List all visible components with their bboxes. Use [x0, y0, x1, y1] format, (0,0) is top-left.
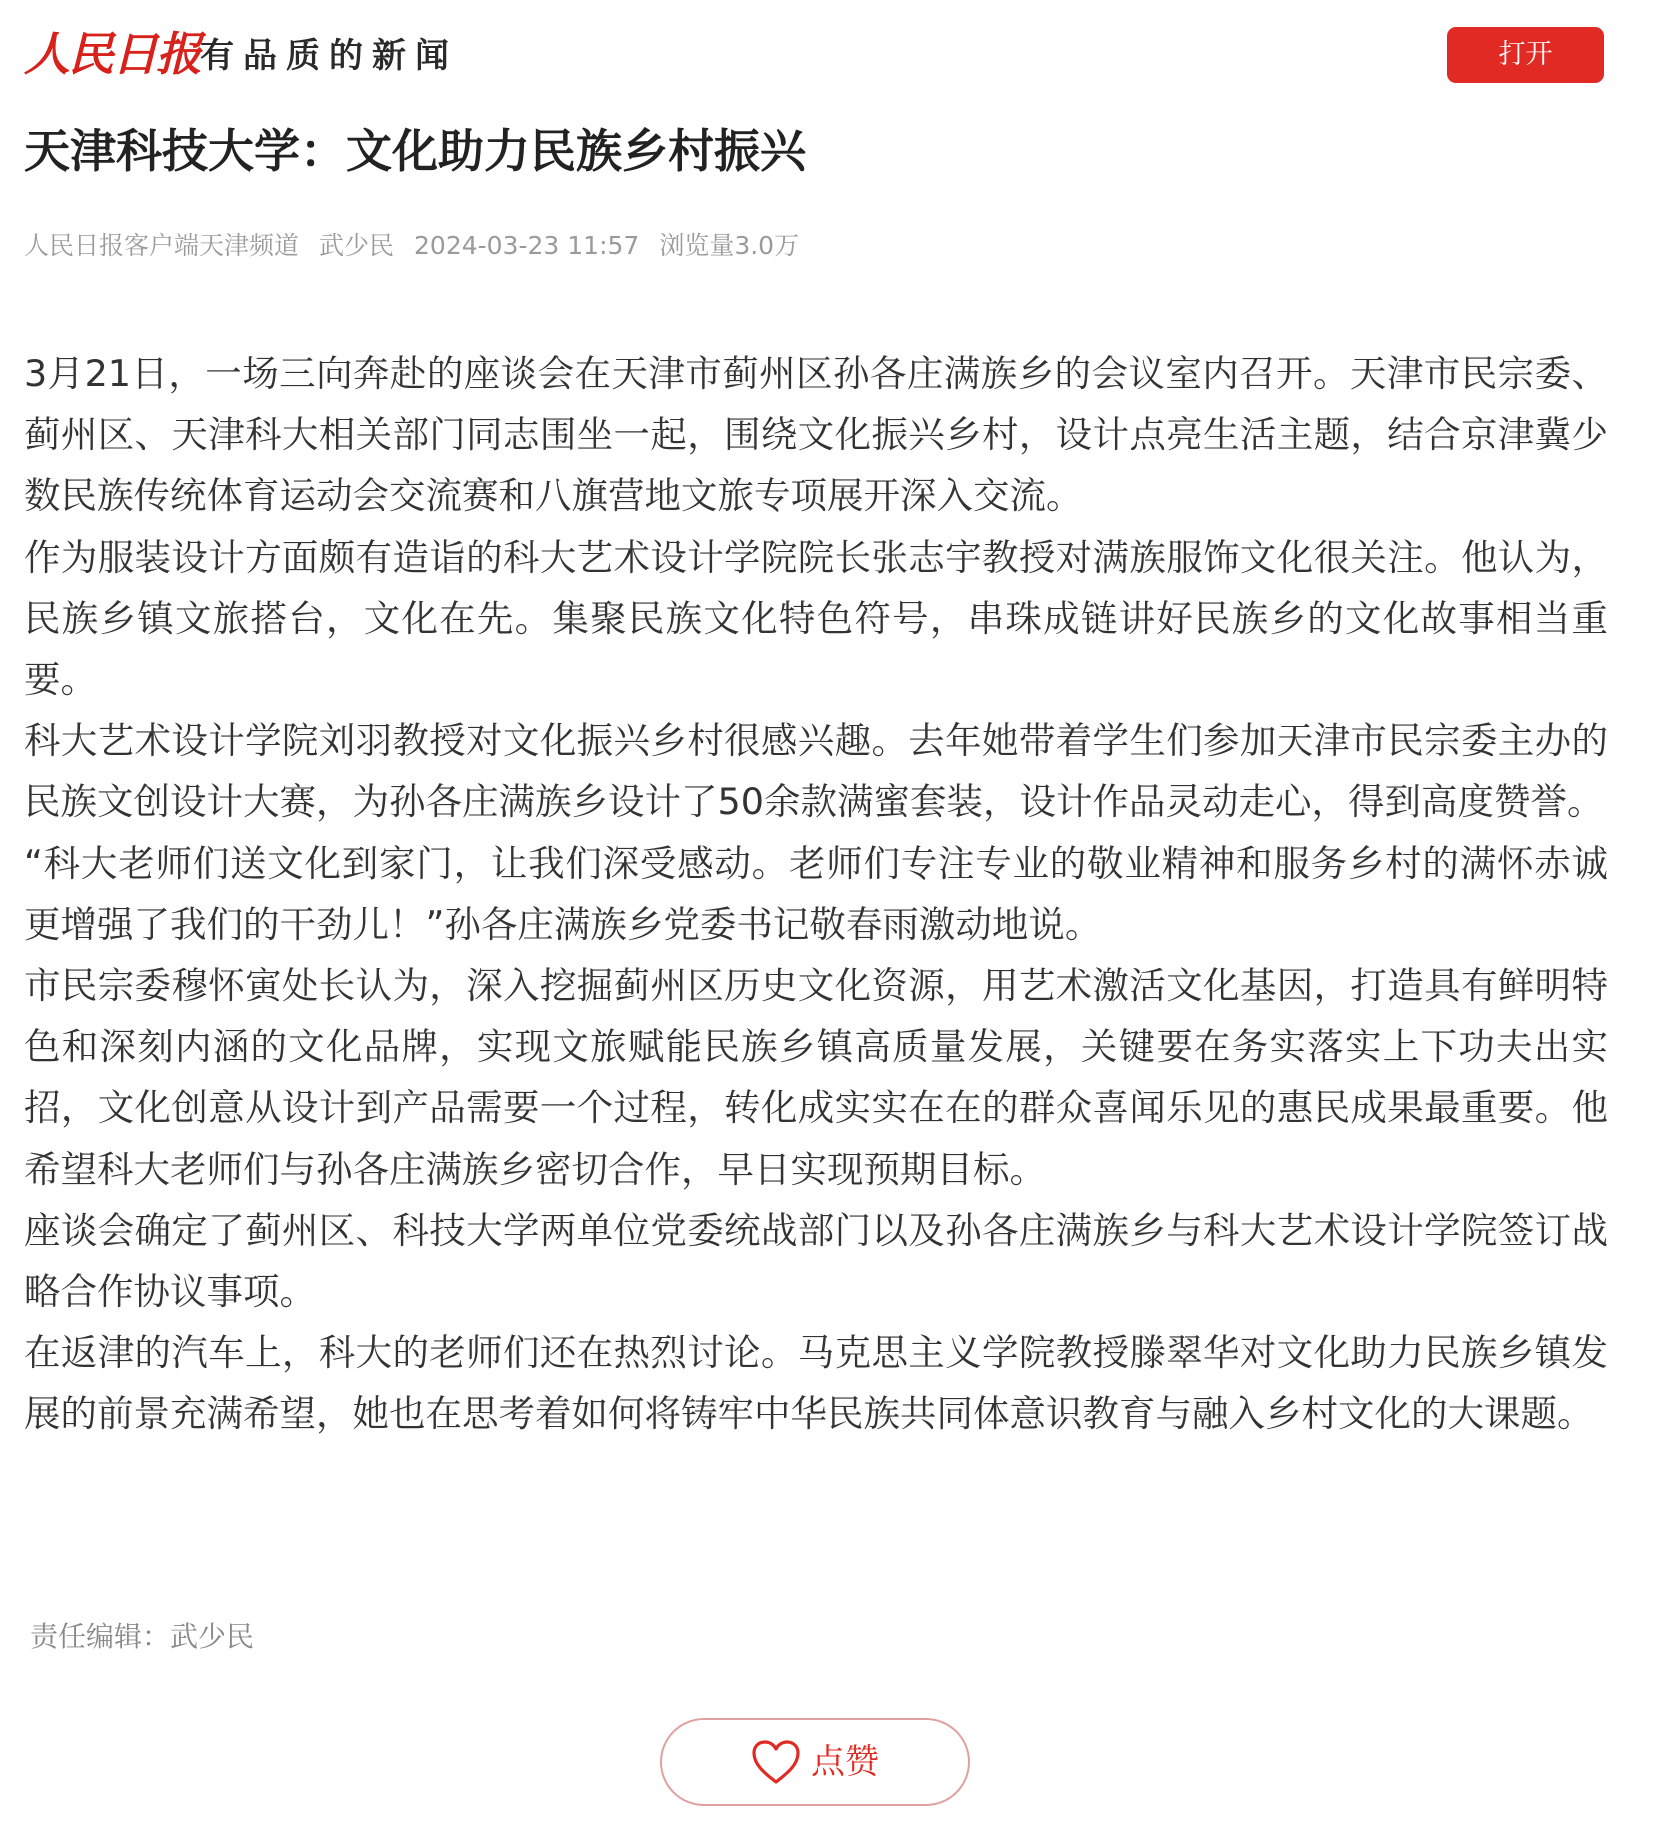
paragraph: 市民宗委穆怀寅处长认为，深入挖掘蓟州区历史文化资源，用艺术激活文化基因，打造具有鲜明特色和深刻内涵的文化品牌，实现文旅赋能民族乡镇高质量发展，关键要在务实落实上下功夫出实招，文化创意从设计到产品需要一个过程，转化成实实在在的群众喜闻乐见的惠民成果最重要。他希望科大老师们与孙各庄满族乡密切合作，早日实现预期目标。 [24, 964, 1608, 1191]
people-daily-logo[interactable]: 人民日报 [24, 27, 200, 81]
paragraph: 科大艺术设计学院刘羽教授对文化振兴乡村很感兴趣。去年她带着学生们参加天津市民宗委主办的民族文创设计大赛，为孙各庄满族乡设计了50余款满蜜套装，设计作品灵动走心，得到高度赞誉。 [24, 719, 1608, 824]
article-datetime: 2024-03-23 11:57 [414, 231, 640, 260]
paragraph: 座谈会确定了蓟州区、科技大学两单位党委统战部门以及孙各庄满族乡与科大艺术设计学院签订战略合作协议事项。 [24, 1208, 1608, 1314]
app-header [0, 0, 1659, 110]
like-button[interactable] [660, 1718, 970, 1806]
like-label: 点赞 [811, 1742, 879, 1782]
responsible-editor: 责任编辑：武少民 [30, 1620, 255, 1653]
paragraph: “科大老师们送文化到家门，让我们深受感动。老师们专注专业的敬业精神和服务乡村的满怀赤诚更增强了我们的干劲儿！”孙各庄满族乡党委书记敬春雨激动地说。 [24, 841, 1608, 946]
article-meta [24, 226, 819, 266]
open-app-button[interactable]: 打开 [1447, 27, 1604, 83]
paragraph: 3月21日，一场三向奔赴的座谈会在天津市蓟州区孙各庄满族乡的会议室内召开。天津市民宗委、蓟州区、天津科大相关部门同志围坐一起，围绕文化振兴乡村，设计点亮生活主题，结合京津冀少数民族传统体育运动会交流赛和八旗营地文旅专项展开深入交流。 [24, 352, 1608, 518]
header-slogan: 有品质的新闻 [200, 36, 458, 76]
paragraph: 在返津的汽车上，科大的老师们还在热烈讨论。马克思主义学院教授滕翠华对文化助力民族乡镇发展的前景充满希望，她也在思考着如何将铸牢中华民族共同体意识教育与融入乡村文化的大课题。 [24, 1331, 1608, 1436]
article-title: 天津科技大学：文化助力民族乡村振兴 [24, 124, 806, 178]
article-body [24, 343, 1608, 1445]
article-source: 人民日报客户端天津频道 [24, 231, 300, 260]
article-views: 浏览量3.0万 [659, 231, 800, 260]
heart-icon [751, 1739, 801, 1785]
paragraph: 作为服装设计方面颇有造诣的科大艺术设计学院院长张志宇教授对满族服饰文化很关注。他认为，民族乡镇文旅搭台，文化在先。集聚民族文化特色符号，串珠成链讲好民族乡的文化故事相当重要。 [24, 535, 1608, 702]
article-author: 武少民 [319, 231, 395, 260]
